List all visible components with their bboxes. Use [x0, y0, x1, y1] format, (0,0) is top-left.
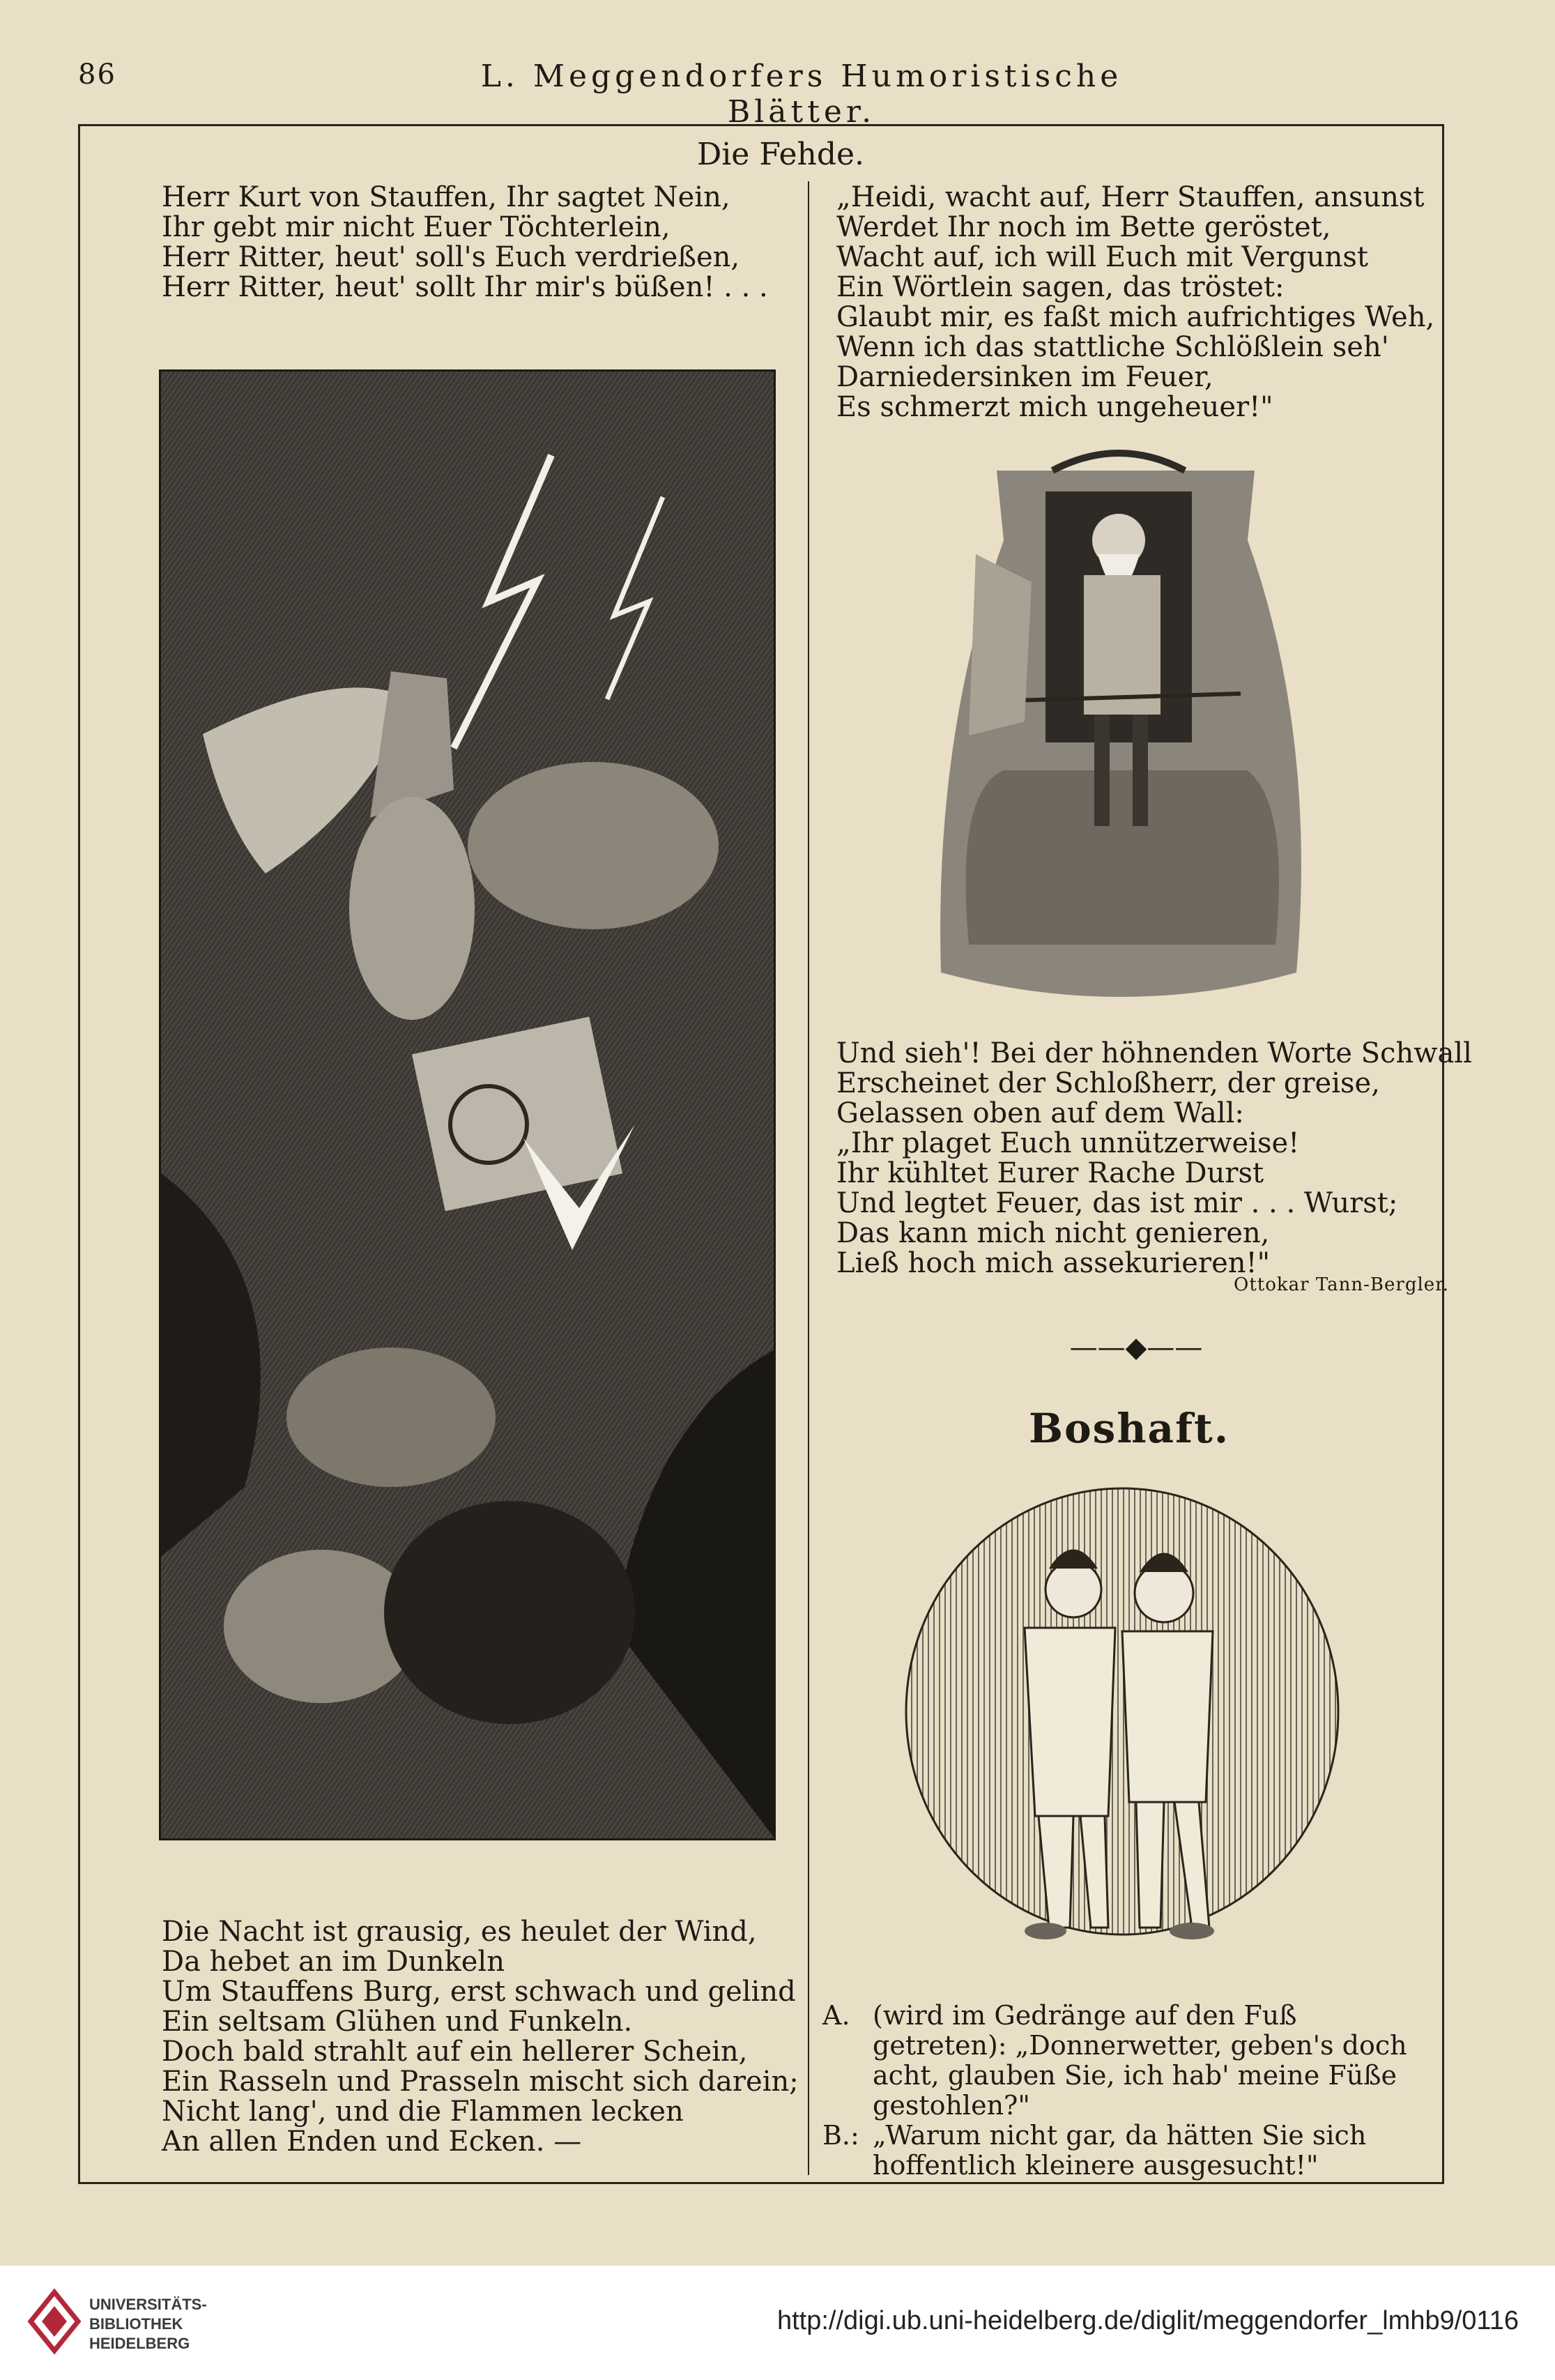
speaker-label: A. [822, 2000, 850, 2031]
library-name [89, 2295, 207, 2354]
library-logo-icon [26, 2287, 81, 2356]
section-ornament: ——◆—— [1069, 1332, 1203, 1364]
stanza-right-top: „Heidi, wacht auf, Herr Stauffen, ansunst Werdet Ihr noch im Bette geröstet, Wacht auf, ich will Euch mit Vergunst Ein Wörtlein sagen, das tröstet: Glaubt mir, es faßt mich aufrichtiges Weh, Wenn ich das stattliche Schlößlein seh' Darniedersinken im Feuer, Es schmerzt mich ungeheuer!" [836, 181, 1435, 423]
boshaft-title: Boshaft. [1028, 1405, 1230, 1452]
knight-battle-picture [161, 372, 776, 1840]
library-name-line: BIBLIOTHEK [89, 2315, 183, 2333]
crowd-cartoon-picture [899, 1481, 1345, 1962]
library-name-line: UNIVERSITÄTS- [89, 2296, 207, 2313]
dialog-text: „Warum nicht gar, da hätten Sie sich hoffentlich kleinere ausgesucht!" [873, 2120, 1367, 2181]
dialog-line [822, 2121, 1436, 2181]
poem-title: Die Fehde. [696, 137, 865, 172]
stanza-left-bottom: Die Nacht ist grausig, es heulet der Wind, Da hebet an im Dunkeln Um Stauffens Burg, erst schwach und gelind Ein seltsam Glühen und Funkeln. Doch bald strahlt auf ein hellerer Schein, Ein Rasseln und Prasseln mischt sich darein; Nicht lang', und die Flammen lecken An allen Enden und Ecken. — [162, 1916, 799, 2158]
tower-illustration [927, 443, 1309, 1014]
knight-illustration [159, 369, 776, 1840]
stanza-right-middle: Und sieh'! Bei der höhnenden Worte Schwall Erscheinet der Schloßherr, der greise, Gelassen oben auf dem Wall: „Ihr plaget Euch unnützerweise! Ihr kühltet Eurer Rache Durst Und legtet Feuer, das ist mir . . . Wurst; Das kann mich nicht genieren, Ließ hoch mich assekurieren!" [836, 1037, 1472, 1279]
library-name-line: HEIDELBERG [89, 2335, 190, 2352]
castle-lord-picture [927, 443, 1309, 1014]
page-number: 86 [78, 59, 116, 91]
stanza-left-top: Herr Kurt von Stauffen, Ihr sagtet Nein, Ihr gebt mir nicht Euer Töchterlein, Herr Ritter, heut' soll's Euch verdrießen, Herr Ritter, heut' sollt Ihr mir's büßen! . . . [162, 181, 768, 303]
source-url-link[interactable]: http://digi.ub.uni-heidelberg.de/diglit/meggendorfer_lmhb9/0116 [776, 2306, 1519, 2335]
magazine-title: L. Meggendorfers Humoristische Blätter. [480, 59, 1123, 130]
boshaft-illustration [899, 1481, 1345, 1962]
dialog-line [822, 2001, 1436, 2121]
dialog-text: (wird im Gedränge auf den Fuß getreten): „Donnerwetter, geben's doch acht, glauben Sie, ich hab' meine Füße gestohlen?" [873, 2000, 1407, 2121]
column-divider [808, 181, 809, 2175]
author-signature: Ottokar Tann-Bergler. [1234, 1274, 1450, 1295]
boshaft-dialog [822, 2001, 1436, 2181]
speaker-label: B.: [822, 2120, 859, 2151]
library-footer [0, 2266, 1555, 2380]
